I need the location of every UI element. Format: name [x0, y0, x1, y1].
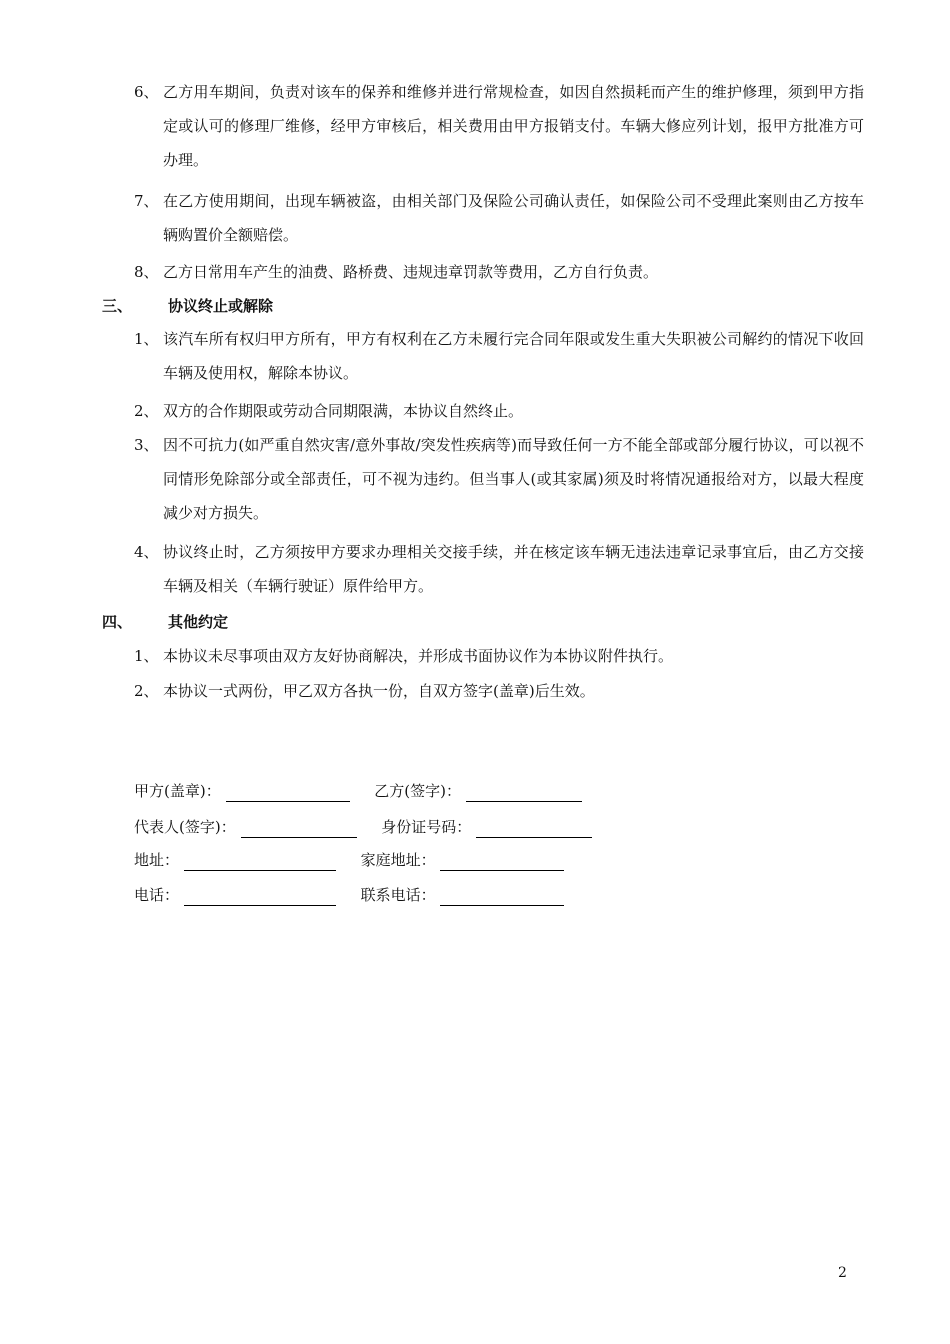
clause-text: 乙方用车期间，负责对该车的保养和维修并进行常规检查，如因自然损耗而产生的维护修理，须到甲方指定或认可的修理厂维修，经甲方审核后，相关费用由甲方报销支付。车辆大修应列计划，报甲方批准方可办理。 — [163, 83, 864, 169]
home-address-label: 家庭地址： — [360, 851, 436, 869]
signature-row-1 — [134, 776, 582, 806]
signature-row-3 — [134, 845, 564, 875]
party-a-seal-label: 甲方(盖章)： — [134, 782, 221, 800]
phone-label: 电话： — [134, 886, 180, 904]
clause-number: 3、 — [134, 436, 159, 454]
signature-row-4 — [134, 880, 564, 910]
clause-number: 2、 — [134, 402, 159, 420]
termination-clause-2 — [134, 394, 864, 428]
party-b-sign-field[interactable] — [466, 783, 582, 802]
clause-number: 8、 — [134, 263, 159, 281]
clause-text: 本协议未尽事项由双方友好协商解决，并形成书面协议作为本协议附件执行。 — [163, 647, 674, 665]
section-heading-other — [102, 607, 228, 637]
page-number: 2 — [838, 1265, 847, 1281]
termination-clause-1 — [134, 322, 864, 390]
clause-number: 6、 — [134, 83, 159, 101]
termination-clause-4 — [134, 535, 864, 603]
clause-number: 1、 — [134, 330, 159, 348]
other-clause-1 — [134, 639, 864, 673]
party-a-seal-field[interactable] — [226, 783, 350, 802]
section-number: 四、 — [102, 613, 133, 631]
section-title: 其他约定 — [168, 613, 229, 631]
termination-clause-3 — [134, 428, 864, 530]
clause-text: 本协议一式两份，甲乙双方各执一份，自双方签字(盖章)后生效。 — [163, 682, 595, 700]
party-b-sign-label: 乙方(签字)： — [374, 782, 461, 800]
clause-number: 7、 — [134, 192, 159, 210]
address-field[interactable] — [184, 852, 336, 871]
clause-number: 4、 — [134, 543, 159, 561]
clause-text: 乙方日常用车产生的油费、路桥费、违规违章罚款等费用，乙方自行负责。 — [163, 263, 659, 281]
clause-number: 2、 — [134, 682, 159, 700]
clause-text: 双方的合作期限或劳动合同期限满，本协议自然终止。 — [163, 402, 524, 420]
section-heading-termination — [102, 291, 273, 321]
address-label: 地址： — [134, 851, 180, 869]
contact-phone-field[interactable] — [440, 887, 564, 906]
clause-6 — [134, 75, 864, 177]
clause-text: 在乙方使用期间，出现车辆被盗，由相关部门及保险公司确认责任，如保险公司不受理此案则由乙方按车辆购置价全额赔偿。 — [163, 192, 864, 244]
clause-text: 因不可抗力(如严重自然灾害/意外事故/突发性疾病等)而导致任何一方不能全部或部分履行协议，可以视不同情形免除部分或全部责任，可不视为违约。但当事人(或其家属)须及时将情况通报给对方，以最大程度减少对方损失。 — [163, 436, 864, 522]
representative-field[interactable] — [241, 819, 357, 838]
clause-text: 协议终止时，乙方须按甲方要求办理相关交接手续，并在核定该车辆无违法违章记录事宜后，由乙方交接车辆及相关（车辆行驶证）原件给甲方。 — [163, 543, 864, 595]
section-number: 三、 — [102, 297, 133, 315]
signature-row-2 — [134, 812, 592, 842]
home-address-field[interactable] — [440, 852, 564, 871]
other-clause-2 — [134, 674, 864, 708]
clause-text: 该汽车所有权归甲方所有，甲方有权利在乙方未履行完合同年限或发生重大失职被公司解约的情况下收回车辆及使用权，解除本协议。 — [163, 330, 864, 382]
section-title: 协议终止或解除 — [168, 297, 274, 315]
representative-label: 代表人(签字)： — [134, 818, 236, 836]
id-number-field[interactable] — [476, 819, 592, 838]
id-number-label: 身份证号码： — [381, 818, 472, 836]
phone-field[interactable] — [184, 887, 336, 906]
clause-7 — [134, 184, 864, 252]
clause-8 — [134, 255, 864, 289]
contact-phone-label: 联系电话： — [360, 886, 436, 904]
clause-number: 1、 — [134, 647, 159, 665]
